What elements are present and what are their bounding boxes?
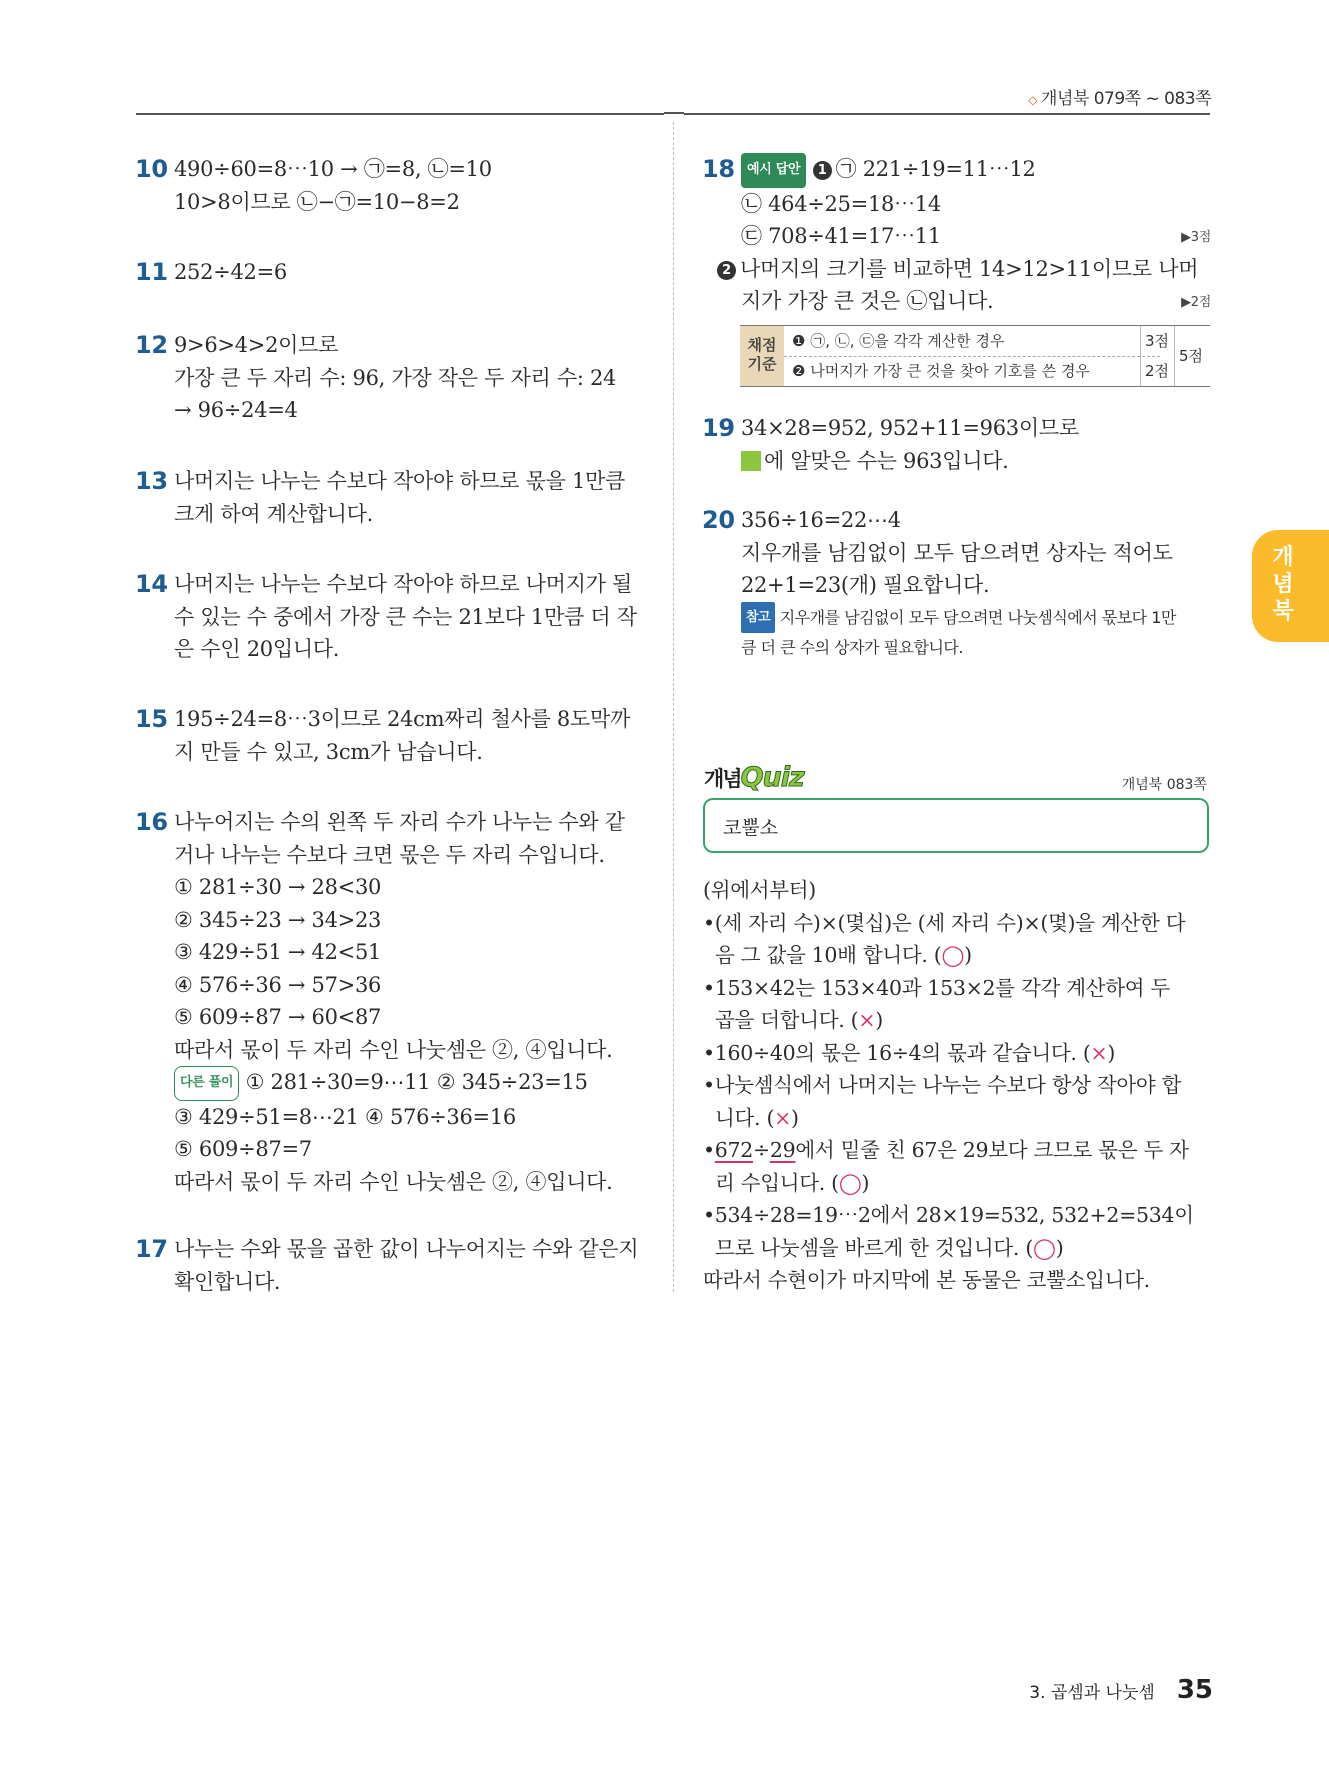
answer-line: 지우개를 남김없이 모두 담으려면 상자는 적어도 [741,540,1173,565]
answer-line: 10>8이므로 ㉡−㉠=10−8=2 [174,189,460,214]
answer-line: 확인합니다. [174,1269,281,1294]
explanation-text: 니다. ( [715,1105,775,1130]
question-number: 15 [135,705,168,733]
underlined-number: 672 [714,1138,754,1162]
explanation-line: •(세 자리 수)×(몇십)은 (세 자리 수)×(몇)을 계산한 다 [703,910,1186,935]
answer-15 [135,703,630,768]
answer-line: 에 알맞은 수는 963입니다. [764,448,1009,473]
answer-line: ⑤ 609÷87 → 60<87 [174,1005,382,1029]
question-number: 10 [135,155,168,183]
explanation-text: 므로 나눗셈을 바르게 한 것입니다. ( [715,1235,1034,1260]
explanation-text: ) [1055,1235,1064,1260]
concept-quiz-logo [704,762,804,793]
answer-line: 나누는 수와 몫을 곱한 값이 나누어지는 수와 같은지 [174,1237,639,1261]
explanation-line: •나눗셈식에서 나머지는 나누는 수보다 항상 작아야 합 [703,1073,1182,1097]
blank-square-icon [741,451,761,471]
answer-10 [135,153,492,218]
answer-20 [702,504,1176,662]
circle-mark-icon: ◯ [1033,1235,1056,1260]
alt-line: ⑤ 609÷87=7 [174,1137,312,1161]
explanation-text: ) [791,1105,799,1130]
answer-line: ㉢ 708÷41=17⋯11 [741,224,941,248]
header-reference [1028,84,1211,109]
answer-line: ㉠ 221÷19=11⋯12 [835,157,1036,181]
explanation-text: 리 수입니다. ( [715,1170,839,1195]
grading-criteria-table [740,325,1210,387]
circle-mark-icon: ◯ [838,1170,862,1195]
answer-line: 195÷24=8⋯3이므로 24cm짜리 철사를 8도막까 [174,707,630,731]
points-label: ▶2점 [1181,295,1211,310]
answer-line: 나누어지는 수의 왼쪽 두 자리 수가 나누는 수와 같 [174,810,625,834]
answer-18 [702,153,1211,318]
answer-line: 지 만들 수 있고, 3cm가 남습니다. [174,739,483,764]
question-number: 12 [135,331,168,359]
answer-line: 거나 나누는 수보다 크면 몫은 두 자리 수입니다. [174,842,605,867]
answer-12 [135,329,617,427]
alt-solution-line [174,1066,625,1101]
concept-book-tab[interactable] [1252,530,1329,642]
x-mark-icon: × [1090,1040,1108,1065]
chapter-title: 3. 곱셈과 나눗셈 [1029,1683,1155,1703]
question-number: 18 [702,155,735,183]
example-answer-badge: 예시 답안 [741,153,806,188]
quiz-answer: 코뿔소 [723,817,779,839]
answer-line: 나머지는 나누는 수보다 작아야 하므로 나머지가 될 [174,572,632,596]
page-number: 35 [1176,1675,1213,1705]
quiz-answer-box [703,798,1209,853]
grading-row-2: ❷ 나머지가 가장 큰 것을 찾아 기호를 쓴 경우 [792,362,1090,380]
answer-11 [135,256,287,289]
answer-line: → 96÷24=4 [174,398,298,422]
quiz-logo-text: Quiz [740,762,804,793]
answer-line: ② 345÷23 → 34>23 [174,907,382,932]
answer-line: ④ 576÷36 → 57>36 [174,972,382,997]
grading-row-1: ❶ ㉠, ㉡, ㉢을 각각 계산한 경우 [792,332,1005,350]
quiz-logo-korean: 개념 [704,767,741,791]
answer-14 [135,568,637,666]
underlined-number: 29 [769,1138,796,1162]
grading-points-2: 2점 [1144,362,1170,380]
circle-mark-icon: ◯ [941,943,965,967]
answer-19 [702,412,1079,477]
x-mark-icon: × [774,1105,792,1130]
answer-line: 34×28=952, 952+11=963이므로 [741,416,1079,440]
side-tab-label: 개념북 [1272,545,1294,624]
answer-line: 490÷60=8⋯10 → ㉠=8, ㉡=10 [174,157,492,181]
explanation-line: •153×42는 153×40과 153×2를 각각 계산하여 두 [703,975,1170,1000]
answer-line: 크게 하여 계산합니다. [174,501,373,526]
answer-line: 가장 큰 두 자리 수: 96, 가장 작은 두 자리 수: 24 [174,365,617,390]
explanation-text: 에서 밑줄 친 67은 29보다 크므로 몫은 두 자 [795,1138,1189,1162]
grading-header-text: 채점 기준 [747,336,777,373]
reference-line: 지우개를 남김없이 모두 담으려면 나눗셈식에서 몫보다 1만 [779,607,1176,627]
explanation-text: ) [875,1008,883,1032]
answer-13 [135,465,626,530]
explanation-text: •160÷40의 몫은 16÷4의 몫과 같습니다. ( [703,1040,1091,1065]
explanation-text: ) [964,943,972,967]
explanation-text: ) [861,1170,870,1195]
question-number: 13 [135,467,168,495]
explanation-text: 음 그 값을 10배 합니다. ( [715,943,942,967]
question-number: 11 [135,258,168,286]
reference-badge: 참고 [741,602,775,633]
step-1-marker: 1 [813,161,832,180]
grading-points-1: 3점 [1144,332,1170,350]
answer-line: 은 수인 20입니다. [174,637,340,661]
grading-divider [784,356,1160,357]
answer-line: 따라서 몫이 두 자리 수인 나눗셈은 ②, ④입니다. [174,1037,613,1062]
reference-line: 큼 더 큰 수의 상자가 필요합니다. [741,637,963,657]
question-number: 14 [135,570,168,598]
answer-line: ① 281÷30 → 28<30 [174,875,382,899]
page-footer [1029,1675,1213,1705]
explanation-text: ) [1107,1040,1116,1065]
grading-total: 5점 [1178,347,1204,365]
question-number: 20 [702,506,735,534]
answer-16 [135,806,625,1198]
explanation-text: ÷ [753,1138,770,1162]
column-divider [673,122,675,1292]
answer-line: 356÷16=22⋯4 [741,508,901,532]
explanation-conclusion: 따라서 수현이가 마지막에 본 동물은 코뿔소입니다. [703,1268,1150,1292]
x-mark-icon: × [858,1008,876,1032]
answer-17 [135,1233,639,1298]
answer-line: 나머지는 나누는 수보다 작아야 하므로 몫을 1만큼 [174,469,626,493]
alt-line: ① 281÷30=9⋯11 ② 345÷23=15 [245,1070,588,1094]
answer-line: ③ 429÷51 → 42<51 [174,940,382,964]
explanation-text: 곱을 더합니다. ( [715,1008,859,1032]
question-number: 17 [135,1235,168,1263]
quiz-page-ref: 개념북 083쪽 [1121,777,1207,793]
alt-line: ③ 429÷51=8⋯21 ④ 576÷36=16 [174,1104,516,1129]
answer-line: 수 있는 수 중에서 가장 큰 수는 21보다 1만큼 더 작 [174,604,637,629]
header-ref-text: 개념북 079쪽 ~ 083쪽 [1041,89,1211,109]
alt-line: 따라서 몫이 두 자리 수인 나눗셈은 ②, ④입니다. [174,1169,613,1194]
explanation-line: •534÷28=19⋯2에서 28×19=532, 532+2=534이 [703,1203,1194,1227]
grading-header [740,326,784,386]
alt-solution-badge: 다른 풀이 [174,1066,239,1101]
step-2-marker: 2 [717,261,736,280]
diamond-icon: ◇ [1028,93,1038,107]
answer-line: 나머지의 크기를 비교하면 14>12>11이므로 나머 [740,256,1199,281]
answer-line: ㉡ 464÷25=18⋯14 [741,191,941,216]
answer-line: 22+1=23(개) 필요합니다. [741,573,990,597]
question-number: 16 [135,808,168,836]
answer-line: 252÷42=6 [174,260,287,284]
question-number: 19 [702,414,735,442]
answer-line: 지가 가장 큰 것은 ㉡입니다. [741,289,994,313]
points-label: ▶3점 [1181,230,1211,245]
quiz-explanation: (위에서부터) •(세 자리 수)×(몇십)은 (세 자리 수)×(몇)을 계산한 다 음 그 값을 10배 합니다. (◯) •153×42는 153×40과 153×2를 각각 계산하여 두 곱을 더합니다. (×) •160÷40의 몫은 16÷4의 몫과 같습니다. (×) •나눗셈식에서 나머지는 나누는 수보다 항상 작아야 합 니다. (×) •672÷29에서 밑줄 친 67은 29보다 크므로 몫은 두 자 리 수입니다. (◯) •534÷28=19⋯2에서 28×19=532, 532+2=534이 므로 나눗셈을 바르게 한 것입니다. (◯) 따라서 수현이가 마지막에 본 동물은 코뿔소입니다. [703,874,1194,1297]
answer-line: 9>6>4>2이므로 [174,333,339,357]
explanation-line: (위에서부터) [703,878,816,902]
